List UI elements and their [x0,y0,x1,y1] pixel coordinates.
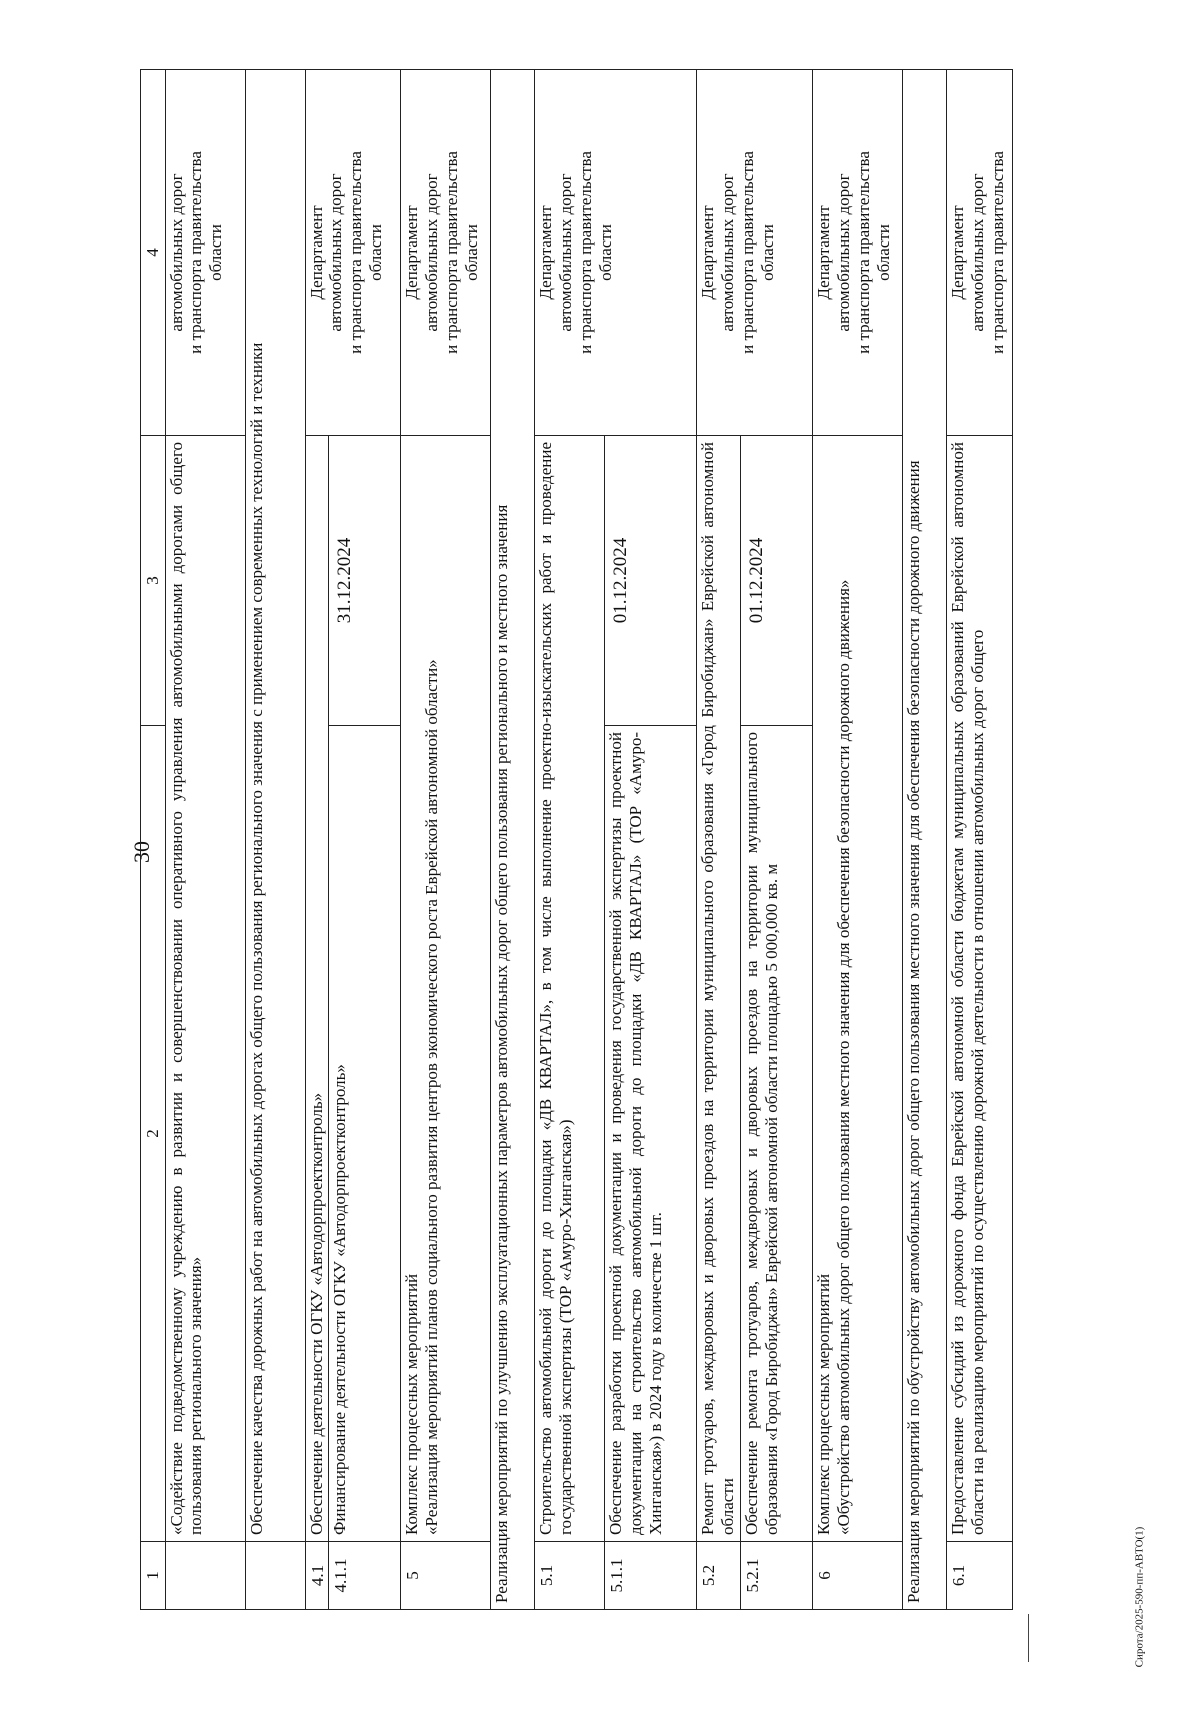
row-text: Обеспечение разработки проектной документации и проведения государственной экспертизы проектной документации на строительство автомобильной дороги до площадки «ДВ КВАРТАЛ» (ТОР «Амуро-Хинганская») в 2024 году в количестве 1 шт. [605,726,697,1542]
row-responsible: Департамент автомобильных дорог и транспорта правительства [947,70,1013,436]
table-row [697,70,741,1610]
row-section-title: Реализация мероприятий по улучшению эксплуатационных параметров автомобильных дорог общего пользования регионального и местного значения [491,70,535,1610]
col-header-3: 3 [141,436,166,726]
row-number: 6 [813,1542,903,1610]
footer-code-text: Сирота/2025-590-пп-АВТО(1) [1133,1526,1146,1668]
row-text: «Содействие подведомственному учреждению в развитии и совершенствовании оперативного управления автомобильными дорогами общего пользования регионального значения» [165,436,245,1542]
row-number: 5.1 [535,1542,605,1610]
row-text: Строительство автомобильной дороги до площадки «ДВ КВАРТАЛ», в том числе выполнение проектно-изыскательских работ и проведение государственной экспертизы (ТОР «Амуро-Хинганская») [535,436,605,1542]
row-date: 01.12.2024 [605,436,697,726]
row-number [245,1542,305,1610]
table-row [305,70,329,1610]
rotated-table-area [140,70,1080,1610]
row-number: 4.1 [305,1542,329,1610]
col-header-4: 4 [141,70,166,436]
row-responsible: автомобильных дорог и транспорта правительства области [165,70,245,436]
row-number: 6.1 [947,1542,1013,1610]
table-row [245,70,305,1610]
row-text: Обеспечение деятельности ОГКУ «Автодорпроектконтроль» [305,436,329,1542]
row-number: 5.2 [697,1542,741,1610]
margin-mark [1028,1614,1029,1662]
table-row [903,70,947,1610]
row-responsible: Департамент автомобильных дорог и транспорта правительства области [401,70,491,436]
row-section-title: Обеспечение качества дорожных работ на автомобильных дорогах общего пользования регионального значения с применением современных технологий и техники [245,70,305,1542]
row-number: 4.1.1 [329,1542,401,1610]
table-header-row [141,70,166,1610]
table-row [165,70,245,1610]
table-row [535,70,605,1610]
row-text: Комплекс процессных мероприятий «Обустройство автомобильных дорог общего пользования местного значения для обеспечения безопасности дорожного движения» [813,436,903,1542]
col-header-1: 1 [141,1542,166,1610]
row-date: 31.12.2024 [329,436,401,726]
row-section-title: Реализация мероприятий по обустройству автомобильных дорог общего пользования местного значения для обеспечения безопасности дорожного движения [903,70,947,1610]
row-text: Ремонт тротуаров, междворовых и дворовых проездов на территории муниципального образования «Город Биробиджан» Еврейской автономной области [697,436,741,1542]
row-text: Предоставление субсидий из дорожного фонда Еврейской автономной области бюджетам муниципальных образований Еврейской автономной области на реализацию мероприятий по осуществлению дорожной деятельности в отношении автомобильных дорог общего [947,436,1013,1542]
measures-table [140,69,1013,1610]
col-header-2: 2 [141,726,166,1542]
table-row [491,70,535,1610]
row-text: Финансирование деятельности ОГКУ «Автодорпроектконтроль» [329,726,401,1542]
row-responsible: Департамент автомобильных дорог и транспорта правительства области [697,70,813,436]
row-number: 5 [401,1542,491,1610]
row-number: 5.1.1 [605,1542,697,1610]
page-number: 30 [129,841,154,863]
row-text: Комплекс процессных мероприятий «Реализация мероприятий планов социального развития центров экономического роста Еврейской автономной области» [401,436,491,1542]
table-row [401,70,491,1610]
row-number: 5.2.1 [741,1542,813,1610]
table-row [813,70,903,1610]
row-date: 01.12.2024 [741,436,813,726]
row-text: Обеспечение ремонта тротуаров, междворовых и дворовых проездов на территории муниципального образования «Город Биробиджан» Еврейской автономной области площадью 5 000,000 кв. м [741,726,813,1542]
row-responsible: Департамент автомобильных дорог и транспорта правительства области [813,70,903,436]
row-number [165,1542,245,1610]
footer-code [1116,1526,1162,1668]
row-responsible: Департамент автомобильных дорог и транспорта правительства области [305,70,401,436]
row-responsible: Департамент автомобильных дорог и транспорта правительства области [535,70,697,436]
table-row [947,70,1013,1610]
